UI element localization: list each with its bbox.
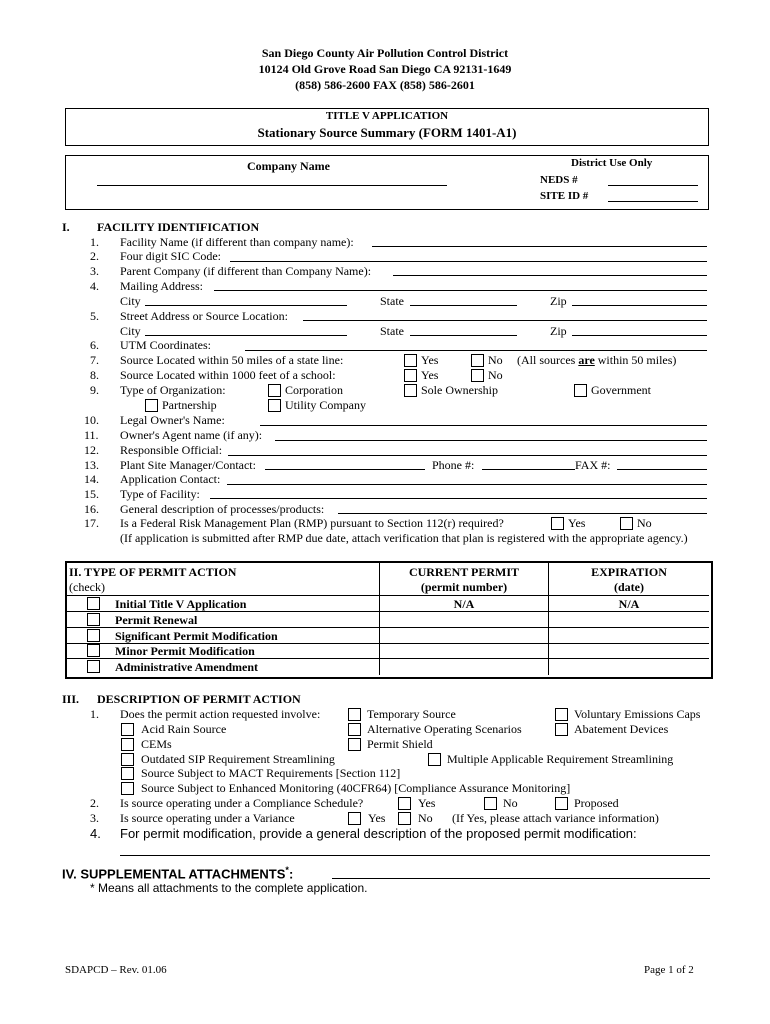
item-num: 3.: [90, 811, 99, 825]
legal-owner-field[interactable]: [260, 425, 707, 426]
expiration-header: EXPIRATION: [591, 565, 667, 579]
utm-label: UTM Coordinates:: [120, 338, 211, 352]
section1-title: FACILITY IDENTIFICATION: [97, 220, 260, 234]
fax-field[interactable]: [617, 469, 707, 470]
company-name-label: Company Name: [247, 159, 330, 173]
sic-code-label: Four digit SIC Code:: [120, 249, 222, 263]
application-contact-field[interactable]: [227, 484, 707, 485]
street-state-field[interactable]: [410, 335, 517, 336]
school-label: Source Located within 1000 feet of a school:: [120, 368, 336, 382]
utm-field[interactable]: [245, 350, 707, 351]
abatement-devices-label: Abatement Devices: [574, 722, 669, 736]
no-label: No: [488, 353, 503, 367]
section3-num: III.: [62, 692, 80, 706]
permit-action-option: Administrative Amendment: [115, 660, 258, 674]
company-name-field[interactable]: [97, 185, 447, 186]
permit-action-option: Minor Permit Modification: [115, 644, 255, 658]
district-use-label: District Use Only: [571, 157, 653, 169]
street-address-label: Street Address or Source Location:: [120, 309, 288, 323]
rmp-note: (If application is submitted after RMP due date, attach verification that plan is registered with the appropriate agency.): [120, 531, 688, 545]
permit-action-question: Does the permit action requested involve:: [120, 707, 321, 721]
phone-field[interactable]: [482, 469, 575, 470]
temporary-source-checkbox[interactable]: [348, 708, 361, 721]
application-contact-label: Application Contact:: [120, 472, 221, 486]
significant-modification-checkbox[interactable]: [87, 629, 100, 642]
sole-ownership-label: Sole Ownership: [421, 383, 498, 397]
neds-label: NEDS #: [540, 174, 578, 186]
attachments-note: * Means all attachments to the complete application.: [90, 881, 368, 895]
phone-label: Phone #:: [432, 458, 475, 472]
current-permit-value: N/A: [453, 597, 475, 611]
variance-yes-checkbox[interactable]: [348, 812, 361, 825]
voluntary-caps-label: Voluntary Emissions Caps: [574, 707, 701, 721]
mailing-state-field[interactable]: [410, 305, 517, 306]
utility-company-checkbox[interactable]: [268, 399, 281, 412]
item-num: 17.: [84, 516, 99, 530]
item-num: 15.: [84, 487, 99, 501]
item-num: 6.: [90, 338, 99, 352]
table-header-line: [67, 595, 709, 596]
facility-type-field[interactable]: [210, 498, 707, 499]
compliance-yes-checkbox[interactable]: [398, 797, 411, 810]
item-num: 12.: [84, 443, 99, 457]
item-num: 10.: [84, 413, 99, 427]
legal-owner-label: Legal Owner's Name:: [120, 413, 225, 427]
section4-title-text: IV. SUPPLEMENTAL ATTACHMENTS: [62, 866, 286, 882]
item-num: 13.: [84, 458, 99, 472]
mact-label: Source Subject to MACT Requirements [Section 112]: [141, 766, 401, 780]
rmp-yes-checkbox[interactable]: [551, 517, 564, 530]
site-manager-label: Plant Site Manager/Contact:: [120, 458, 256, 472]
voluntary-caps-checkbox[interactable]: [555, 708, 568, 721]
state-label: State: [380, 294, 404, 308]
process-description-field[interactable]: [338, 513, 707, 514]
item-num: 1.: [90, 707, 99, 721]
section4-colon: :: [288, 866, 294, 882]
item-num: 8.: [90, 368, 99, 382]
permit-shield-label: Permit Shield: [367, 737, 433, 751]
outdated-sip-label: Outdated SIP Requirement Streamlining: [141, 752, 335, 766]
all-sources-pre: (All sources: [517, 353, 579, 367]
supplemental-attachments-field[interactable]: [332, 878, 710, 879]
no-label: No: [488, 368, 503, 382]
process-description-label: General description of processes/products:: [120, 502, 325, 516]
mailing-address-field[interactable]: [214, 290, 707, 291]
district-name: San Diego County Air Pollution Control District: [261, 46, 509, 60]
government-checkbox[interactable]: [574, 384, 587, 397]
administrative-amendment-checkbox[interactable]: [87, 660, 100, 673]
school-yes-checkbox[interactable]: [404, 369, 417, 382]
state-label: State: [380, 324, 404, 338]
alternative-scenarios-label: Alternative Operating Scenarios: [367, 722, 522, 736]
page-number: Page 1 of 2: [644, 964, 694, 976]
section2-title: II. TYPE OF PERMIT ACTION: [69, 565, 237, 579]
compliance-schedule-question: Is source operating under a Compliance Schedule?: [120, 796, 364, 810]
all-sources-post: within 50 miles): [594, 353, 677, 367]
enhanced-monitoring-checkbox[interactable]: [121, 782, 134, 795]
city-label: City: [120, 294, 141, 308]
site-id-label: SITE ID #: [540, 190, 589, 202]
street-address-field[interactable]: [303, 320, 707, 321]
item-num: 9.: [90, 383, 99, 397]
fax-label: FAX #:: [575, 458, 611, 472]
expiration-value: N/A: [618, 597, 640, 611]
no-label: No: [637, 516, 652, 530]
street-zip-field[interactable]: [572, 335, 707, 336]
yes-label: Yes: [368, 811, 386, 825]
district-address: 10124 Old Grove Road San Diego CA 92131-1649: [258, 62, 512, 76]
mailing-address-label: Mailing Address:: [120, 279, 203, 293]
date-header: (date): [614, 580, 644, 594]
asterisk: *: [285, 865, 289, 875]
permit-action-option: Significant Permit Modification: [115, 629, 278, 643]
modification-description-field[interactable]: [120, 855, 710, 856]
outdated-sip-checkbox[interactable]: [121, 753, 134, 766]
modification-question: For permit modification, provide a general description of the proposed permit modification:: [120, 826, 637, 841]
revision-label: SDAPCD – Rev. 01.06: [65, 964, 167, 976]
multiple-requirement-checkbox[interactable]: [428, 753, 441, 766]
yes-label: Yes: [421, 368, 439, 382]
enhanced-monitoring-label: Source Subject to Enhanced Monitoring (40CFR64) [Compliance Assurance Monitoring]: [141, 781, 571, 795]
variance-no-checkbox[interactable]: [398, 812, 411, 825]
mailing-city-field[interactable]: [145, 305, 347, 306]
item-num: 2.: [90, 249, 99, 263]
mailing-zip-field[interactable]: [572, 305, 707, 306]
cems-label: CEMs: [141, 737, 172, 751]
yes-label: Yes: [421, 353, 439, 367]
no-label: No: [418, 811, 433, 825]
permit-renewal-checkbox[interactable]: [87, 613, 100, 626]
all-sources-note: [517, 353, 676, 368]
item-num: 3.: [90, 264, 99, 278]
facility-type-label: Type of Facility:: [120, 487, 200, 501]
mact-checkbox[interactable]: [121, 767, 134, 780]
organization-type-label: Type of Organization:: [120, 383, 226, 397]
item-num: 4.: [90, 826, 101, 841]
parent-company-field[interactable]: [393, 275, 707, 276]
responsible-official-label: Responsible Official:: [120, 443, 223, 457]
item-num: 1.: [90, 235, 99, 249]
minor-modification-checkbox[interactable]: [87, 644, 100, 657]
rmp-question: Is a Federal Risk Management Plan (RMP) pursuant to Section 112(r) required?: [120, 516, 504, 530]
section1-num: I.: [62, 220, 70, 234]
abatement-devices-checkbox[interactable]: [555, 723, 568, 736]
alternative-scenarios-checkbox[interactable]: [348, 723, 361, 736]
current-permit-header: CURRENT PERMIT: [408, 565, 520, 579]
variance-question: Is source operating under a Variance: [120, 811, 295, 825]
sole-ownership-checkbox[interactable]: [404, 384, 417, 397]
city-label: City: [120, 324, 141, 338]
street-city-field[interactable]: [145, 335, 347, 336]
item-num: 5.: [90, 309, 99, 323]
acid-rain-checkbox[interactable]: [121, 723, 134, 736]
permit-shield-checkbox[interactable]: [348, 738, 361, 751]
multiple-requirement-label: Multiple Applicable Requirement Streamlining: [447, 752, 674, 766]
partnership-label: Partnership: [162, 398, 217, 412]
partnership-checkbox[interactable]: [145, 399, 158, 412]
permit-action-option: Permit Renewal: [115, 613, 198, 627]
site-id-field[interactable]: [608, 201, 698, 202]
sic-code-field[interactable]: [230, 261, 707, 262]
facility-name-label: Facility Name (if different than company name):: [120, 235, 354, 249]
site-manager-field[interactable]: [265, 469, 425, 470]
variance-note: (If Yes, please attach variance information): [452, 811, 659, 825]
utility-company-label: Utility Company: [285, 398, 366, 412]
initial-title-v-checkbox[interactable]: [87, 597, 100, 610]
permit-action-option: Initial Title V Application: [115, 597, 247, 611]
item-num: 4.: [90, 279, 99, 293]
zip-label: Zip: [550, 294, 567, 308]
proposed-label: Proposed: [574, 796, 619, 810]
item-num: 7.: [90, 353, 99, 367]
form-subtitle: Stationary Source Summary (FORM 1401-A1): [257, 125, 517, 140]
item-num: 2.: [90, 796, 99, 810]
temporary-source-label: Temporary Source: [367, 707, 456, 721]
item-num: 16.: [84, 502, 99, 516]
owner-agent-field[interactable]: [275, 440, 707, 441]
corporation-label: Corporation: [285, 383, 343, 397]
zip-label: Zip: [550, 324, 567, 338]
state-line-no-checkbox[interactable]: [471, 354, 484, 367]
cems-checkbox[interactable]: [121, 738, 134, 751]
responsible-official-field[interactable]: [228, 455, 707, 456]
compliance-proposed-checkbox[interactable]: [555, 797, 568, 810]
form-title: TITLE V APPLICATION: [325, 110, 449, 122]
neds-field[interactable]: [608, 185, 698, 186]
item-num: 14.: [84, 472, 99, 486]
parent-company-label: Parent Company (if different than Company Name):: [120, 264, 372, 278]
state-line-yes-checkbox[interactable]: [404, 354, 417, 367]
facility-name-field[interactable]: [372, 246, 707, 247]
owner-agent-label: Owner's Agent name (if any):: [120, 428, 263, 442]
item-num: 11.: [84, 428, 99, 442]
yes-label: Yes: [568, 516, 586, 530]
state-line-label: Source Located within 50 miles of a state line:: [120, 353, 344, 367]
check-label: (check): [69, 580, 105, 594]
no-label: No: [503, 796, 518, 810]
compliance-no-checkbox[interactable]: [484, 797, 497, 810]
district-phone: (858) 586-2600 FAX (858) 586-2601: [295, 78, 475, 92]
section4-title: [62, 865, 293, 881]
corporation-checkbox[interactable]: [268, 384, 281, 397]
government-label: Government: [591, 383, 651, 397]
all-sources-are: are: [578, 353, 595, 367]
acid-rain-label: Acid Rain Source: [141, 722, 227, 736]
section3-title: DESCRIPTION OF PERMIT ACTION: [97, 692, 301, 706]
rmp-no-checkbox[interactable]: [620, 517, 633, 530]
school-no-checkbox[interactable]: [471, 369, 484, 382]
yes-label: Yes: [418, 796, 436, 810]
permit-number-header: (permit number): [420, 580, 508, 594]
